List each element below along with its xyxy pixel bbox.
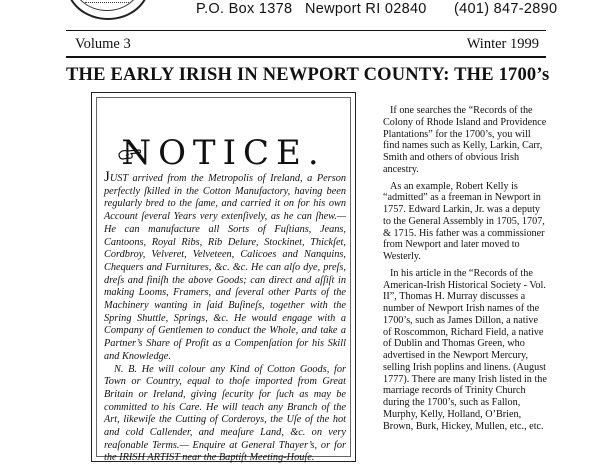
phone-number: (401) 847-2890	[454, 1, 558, 17]
article-paragraph: If one searches the “Records of the Colony of Rhode Island and Providence Plantations” for the 1700’s, you will find names such as Kelly, Larkin, Carr, Smith and others of obvious Irish ancestry.	[383, 105, 547, 175]
issue-date: Winter 1999	[466, 36, 539, 52]
city-zip: Newport RI 02840	[305, 1, 427, 17]
volume-label: Volume 3	[75, 36, 131, 52]
notice-nb-paragraph: N. B. He will colour any Kind of Cotton Goods, for Town or Country, equal to thoſe imported from Great Britain or Ireland, giving ſecurity for ſuch as may be committed to his Care. He will teach any Branch of the Art, likewiſe the Cutting of Corderoys, the Uſe of the hot and cold Callender, and meaſure Land, &c. on very reaſonable Terms.— Enquire at General Thayer’s, or for the IRISH ARTIST near the Baptiſt Meeting-Houſe.	[104, 363, 346, 464]
notice-text: UST arrived from the Metropolis of Ireland, a Person perfectly ſkilled in the Cotton Manufactory, having been regularly bred to the ſame, and carried it on for his own Account ſeveral Years very extenſively, as he can ſhew.—He can manufacture all Sorts of Fuſtians, Jeans, Cantoons, Royal Ribs, Rib Delure, Stockinet, Thickſet, Cordbroy, Velveret, Velveteen, Calicoes and Nanquins, Chequers and Furnitures, &c. &c. He can alſo dye, preſs, dreſs and finiſh the above Goods; can direct and aſſiſt in making Looms, Framers, and ſeveral other Parts of the Machinery wanting in ſaid Buſineſs, together with the Spring Shuttle, Springs, &c. He would engage with a Company of Gentlemen to conduct the Whole, and take a Partner’s Share of Profit as a Compenſation for his Skill and Knowledge.	[104, 173, 346, 362]
article-headline: THE EARLY IRISH IN NEWPORT COUNTY: THE 1700’s	[66, 65, 550, 85]
masthead-rule	[66, 56, 546, 58]
article-paragraph: As an example, Robert Kelly is “admitted” as a freeman in Newport in 1757. Edward Larkin, Jr. was a deputy to the General Assembly in 1705, 1707, & 1715. His father was a commissioner from Newport and later moved to Westerly.	[383, 180, 545, 262]
po-box: P.O. Box 1378	[196, 1, 293, 17]
contact-line	[0, 0, 611, 20]
article-paragraph: In his article in the “Records of the American-Irish Historical Society - Vol. II”, Thomas H. Murray discusses a number of Newport Irish names of the 1700’s, such as James Dillon, a native of Roscommon, Richard Field, a native of Dublin and Thomas Green, who advertised in the Newport Mercury, selling Irish poplins and linens. (August 1777). There are many Irish listed in the marriage records of Trinity Church during the 1700’s, such as Fallon, Murphy, Kelly, Holland, O’Brien, Brown, Burk, Hickey, Mullen, etc., etc.	[383, 267, 547, 432]
notice-dropcap: J	[104, 169, 110, 185]
article-column	[383, 105, 549, 437]
notice-title: NOTICE.	[121, 133, 326, 173]
notice-paragraph	[104, 171, 346, 364]
top-rule	[66, 30, 546, 31]
notice-body	[104, 171, 346, 465]
